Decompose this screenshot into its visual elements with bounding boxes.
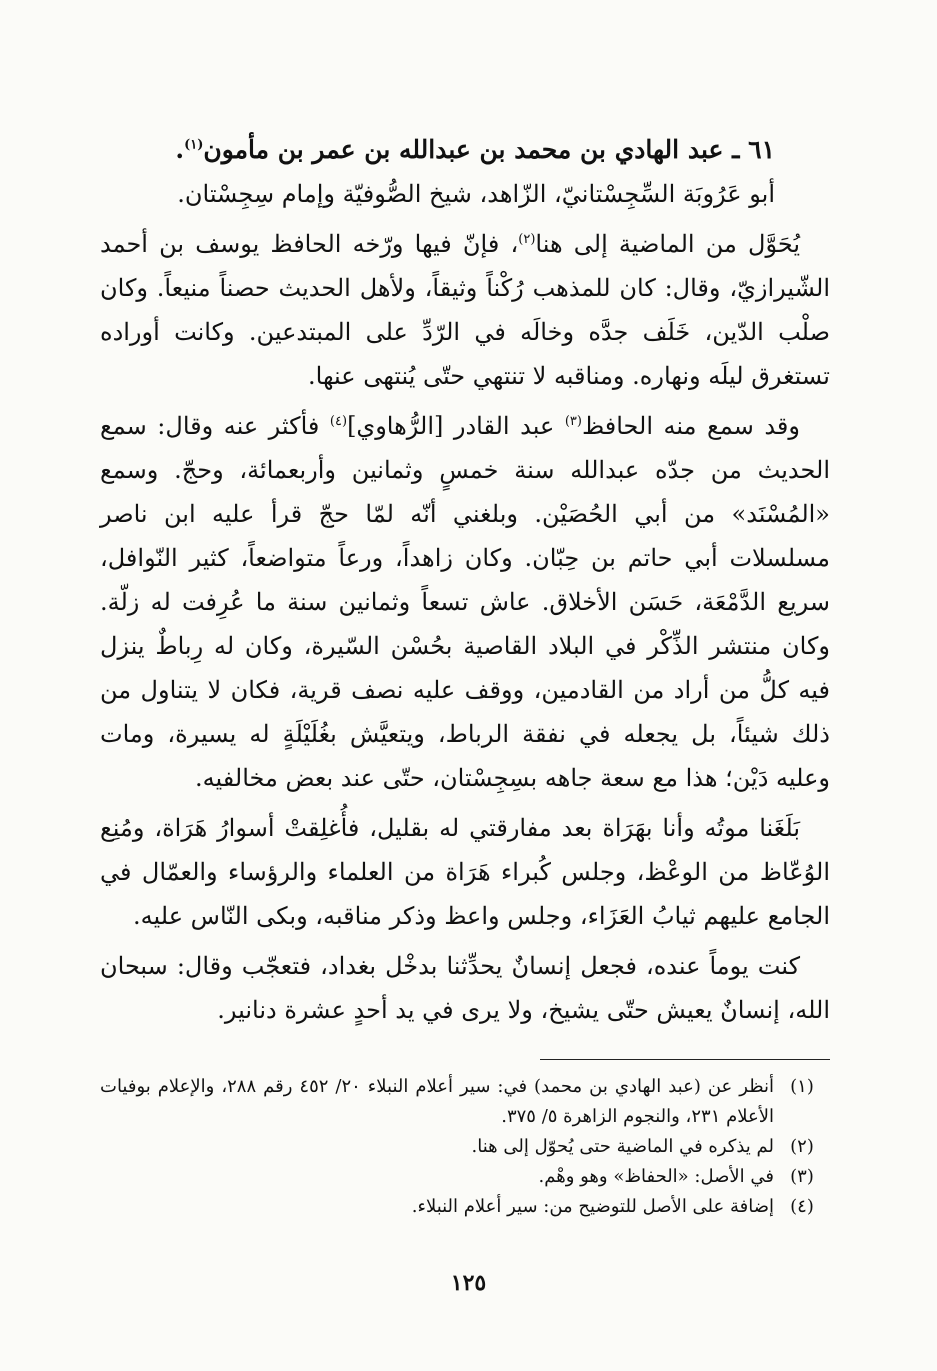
paragraph-1 (100, 222, 830, 398)
paragraph-2 (100, 404, 830, 800)
paragraph-2-b: عبد القادر [الرُّهاوي] (347, 412, 565, 440)
footnote-number: (٤) (790, 1196, 814, 1217)
footnote-ref-1[interactable]: (١) (184, 137, 204, 153)
footnote-ref-4[interactable]: (٤) (329, 414, 348, 429)
main-text (100, 128, 830, 1038)
footnote-divider (540, 1059, 830, 1060)
footnote-1 (100, 1072, 830, 1132)
entry-title-text: ٦١ ـ عبد الهادي بن محمد بن عبدالله بن عمر بن مأمون (203, 135, 775, 164)
entry-title (100, 128, 830, 172)
paragraph-2-c: فأكثر عنه وقال: سمع الحديث من جدّه عبدالله سنة خمسٍ وثمانين وأربعمائة، وحجّ. وسمع «المُسْنَد» من أبي الحُصَيْن. وبلغني أنّه لمّا حجّ قرأ عليه ابن ناصر مسلسلات أبي حاتم بن حِبّان. وكان زاهداً، ورعاً متواضعاً، كثير النّوافل، سريع الدَّمْعَة، حَسَن الأخلاق. عاش تسعاً وثمانين سنة ما عُرِفت له زلّة. وكان منتشر الذِّكْر في البلاد القاصية بحُسْن السّيرة، وكان له رِباطٌ ينزل فيه كلُّ من أراد من القادمين، ووقف عليه نصف قرية، فكان لا يتناول من ذلك شيئاً، بل يجعله في نفقة الرباط، ويتعيَّش بغُلَيْلَةٍ له يسيرة، ومات وعليه دَيْن؛ هذا مع سعة جاهه بسِجِسْتان، حتّى عند بعض مخالفيه. (100, 412, 830, 792)
entry-title-end: . (175, 135, 185, 164)
footnote-4 (100, 1192, 830, 1222)
footnote-text: أنظر عن (عبد الهادي بن محمد) في: سير أعلام النبلاء ٢٠/ ٤٥٢ رقم ٢٨٨، والإعلام بوفيات الأعلام ٢٣١، والنجوم الزاهرة ٥/ ٣٧٥. (100, 1076, 774, 1127)
paragraph-1-b: ، فإنّ فيها ورّخه الحافظ يوسف بن أحمد الشّيرازيّ، وقال: كان للمذهب رُكْناً وثيقاً، ولأهل الحديث حصناً منيعاً. وكان صلْب الدّين، خَلَف جدَّه وخالَه في الرّدِّ على المبتدعين. وكانت أوراده تستغرق ليلَه ونهاره. ومناقبه لا تنتهي حتّى يُنتهى عنها. (100, 230, 830, 390)
footnote-2 (100, 1132, 830, 1162)
entry-kunya: أبو عَرُوبَة السِّجِسْتانيّ، الزّاهد، شيخ الصُّوفيّة وإمام سِجِسْتان. (177, 180, 775, 208)
footnote-3 (100, 1162, 830, 1192)
footnote-ref-3[interactable]: (٣) (564, 414, 582, 429)
footnote-ref-2[interactable]: (٢) (518, 232, 536, 247)
paragraph-4: كنت يوماً عنده، فجعل إنسانٌ يحدِّثنا بدخْل بغداد، فتعجّب وقال: سبحان الله، إنسانٌ يعيش حتّى يشيخ، ولا يرى في يد أحدٍ عشرة دنانير. (100, 952, 830, 1024)
footnote-number: (٢) (790, 1136, 814, 1157)
paragraph-1-a: يُحَوَّل من الماضية إلى هنا (535, 230, 801, 258)
page-number: ١٢٥ (450, 1270, 487, 1296)
footnote-text: في الأصل: «الحفاظ» وهو وهْم. (538, 1166, 774, 1187)
footnote-number: (٣) (790, 1166, 814, 1187)
paragraph-2-a: وقد سمع منه الحافظ (581, 412, 800, 440)
footnote-text: لم يذكره في الماضية حتى يُحوّل إلى هنا. (471, 1136, 774, 1157)
footnote-number: (١) (790, 1076, 814, 1097)
footnote-text: إضافة على الأصل للتوضيح من: سير أعلام النبلاء. (411, 1196, 774, 1217)
paragraph-3: بَلَغَنا موتُه وأنا بهَرَاة بعد مفارقتي له بقليل، فأُغلِقتْ أسوارُ هَرَاة، ومُنِع الوُعّاظ من الوعْظ، وجلس كُبراء هَرَاة من العلماء والرؤساء والعمّال في الجامع عليهم ثيابُ العَزَاء، وجلس واعظ وذكر مناقبه، وبكى النّاس عليه. (100, 814, 830, 930)
footnotes (100, 1072, 830, 1222)
